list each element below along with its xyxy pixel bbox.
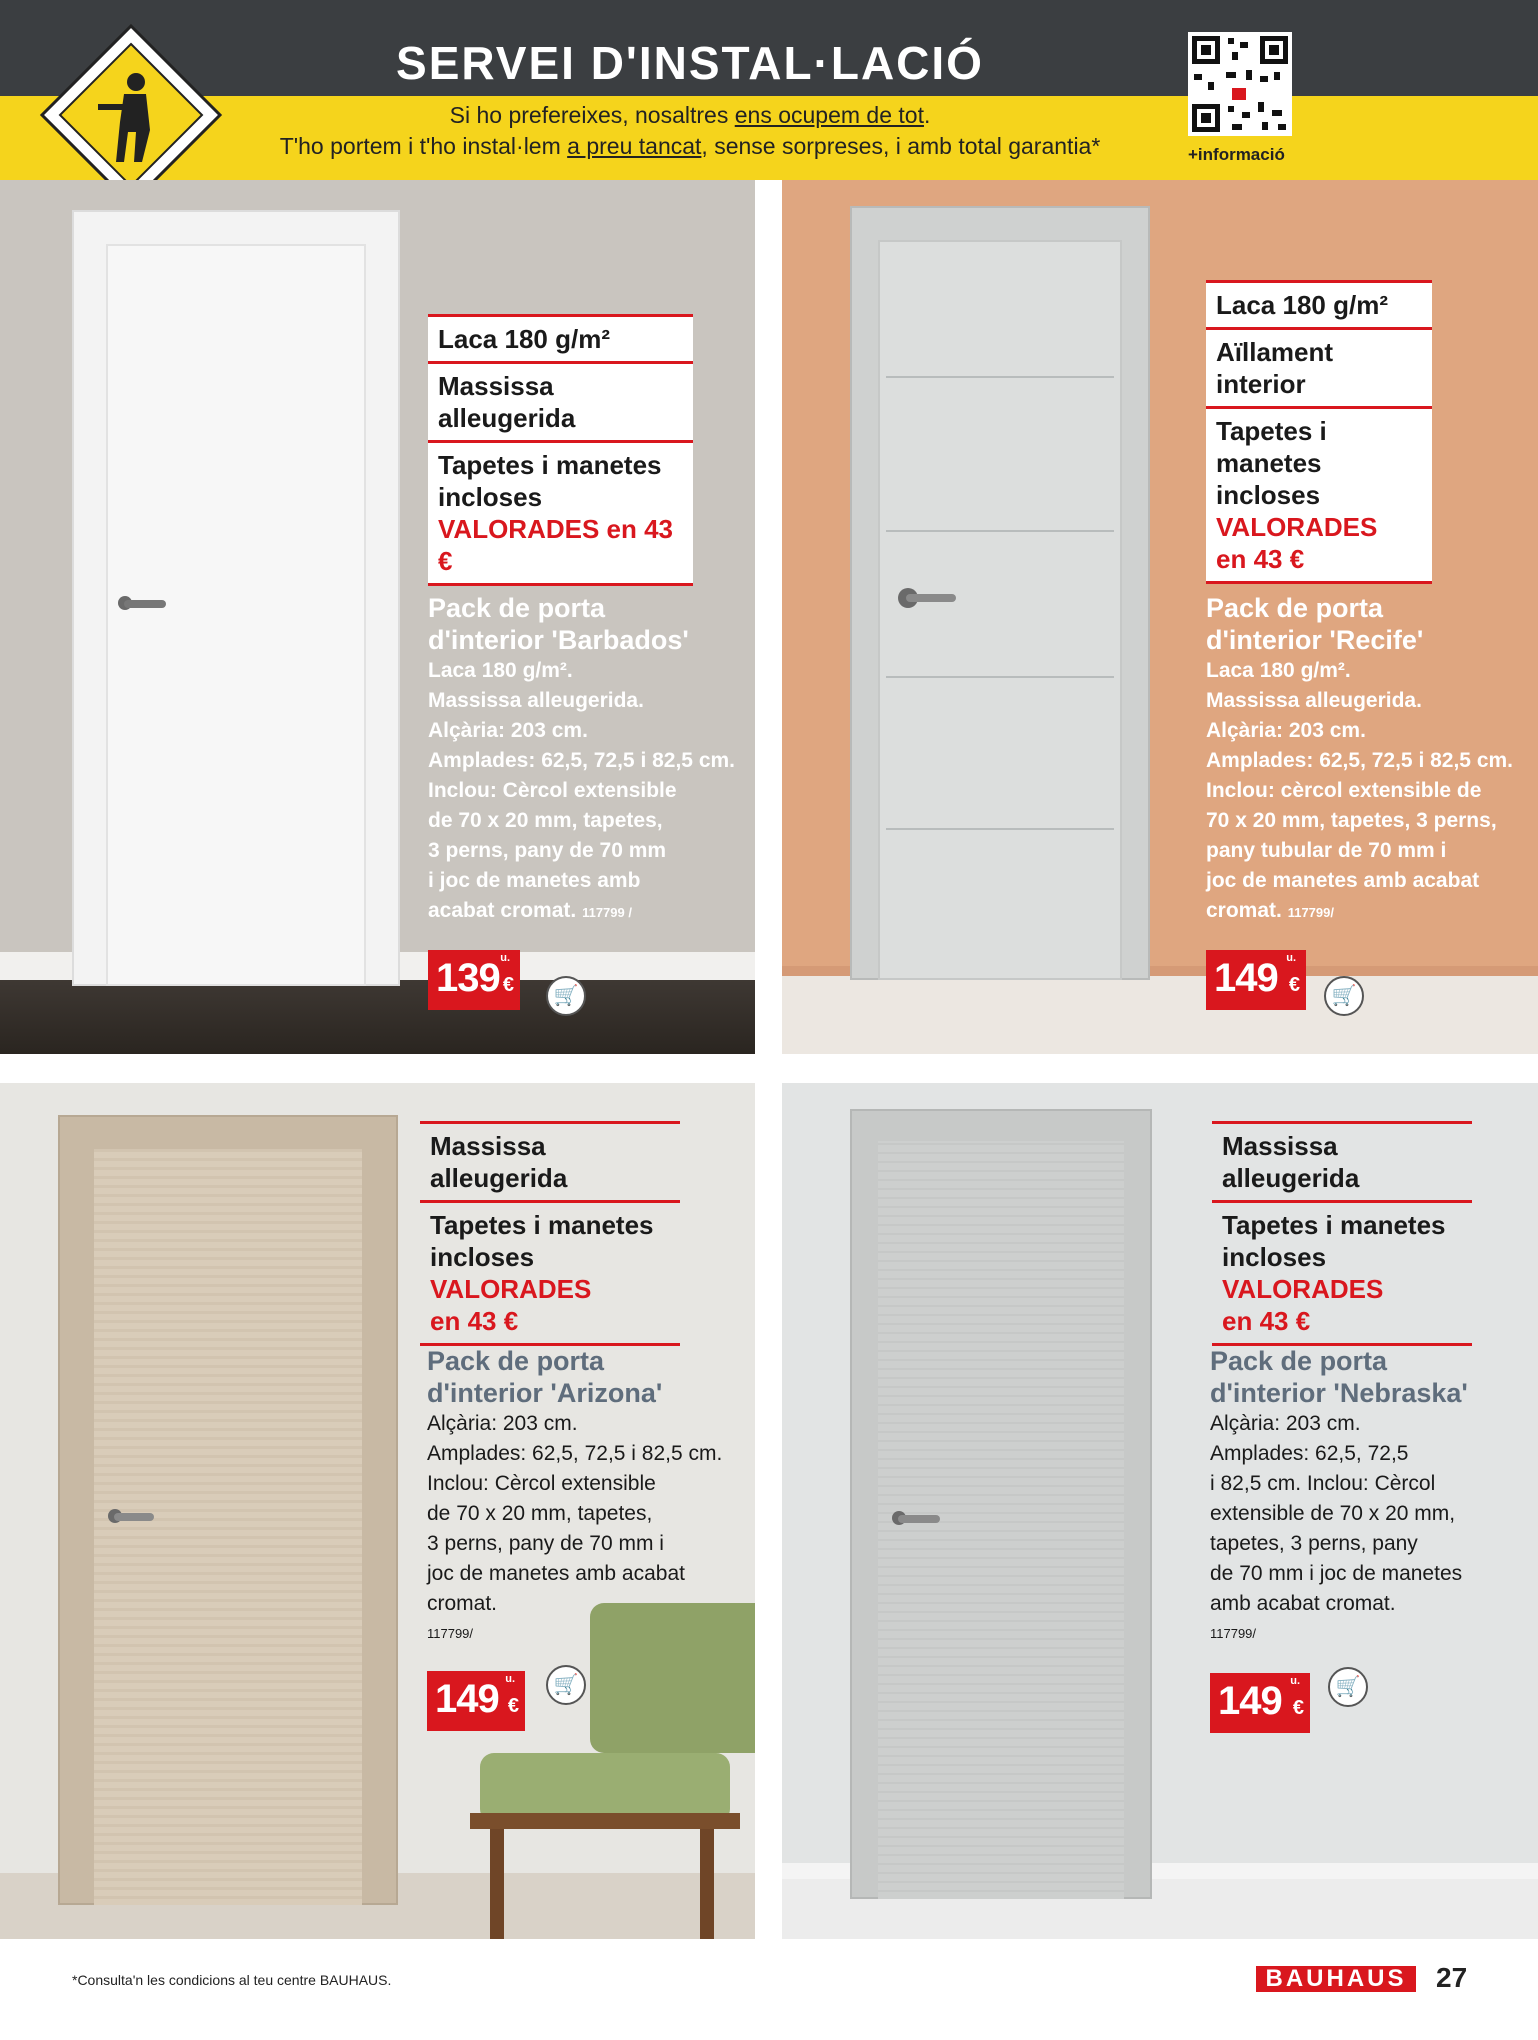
product-description: Alçària: 203 cm. Amplades: 62,5, 72,5 i 82,5 cm. Inclou: Cèrcol extensible de 70 x 20 mm, tapetes, 3 perns, pany de 70 mm i joc de manetes amb acabat cromat. 117799/ [1210, 1409, 1530, 1649]
feature-item: Aïllament interior [1206, 327, 1432, 406]
price-tag: 149 u. € [1206, 950, 1306, 1010]
feature-box [1212, 1121, 1472, 1346]
door-handle [898, 1515, 940, 1523]
price-tag: 149 u. € [427, 1671, 525, 1731]
door-groove [886, 676, 1114, 678]
door-leaf [94, 1149, 362, 1905]
product-title: Pack de porta d'interior 'Barbados' [428, 593, 689, 655]
product-title: Pack de porta d'interior 'Arizona' [427, 1346, 663, 1408]
product-title: Pack de porta d'interior 'Recife' [1206, 593, 1424, 655]
price-tag: 149 u. € [1210, 1673, 1310, 1733]
armchair [470, 1603, 755, 1939]
product-code: 117799/ [427, 1626, 474, 1641]
feature-item: Massissa alleugerida [420, 1121, 680, 1200]
header-banner [0, 0, 1538, 180]
product-code: 117799/ [1287, 905, 1334, 920]
valued-label: VALORADES [1216, 512, 1378, 542]
feature-item: Tapetes i manetes incloses VALORADES en 43 € [420, 1200, 680, 1346]
shopping-cart-icon[interactable]: 🛒 [546, 1665, 586, 1705]
product-description: Alçària: 203 cm. Amplades: 62,5, 72,5 i 82,5 cm. Inclou: Cèrcol extensible de 70 x 20 mm, tapetes, 3 perns, pany de 70 mm i joc de manetes amb acabat cromat. 117799/ [427, 1409, 747, 1649]
valued-label: VALORADES [1222, 1274, 1384, 1304]
door-handle [124, 600, 166, 608]
door-handle [906, 594, 956, 602]
product-code: 117799/ [1210, 1626, 1257, 1641]
product-panel-barbados [0, 180, 755, 1054]
header-subtitle-line1: Si ho prefereixes, nosaltres ens ocupem de tot. [449, 102, 931, 128]
door-leaf [106, 244, 366, 986]
product-description: Laca 180 g/m². Massissa alleugerida. Alçària: 203 cm. Amplades: 62,5, 72,5 i 82,5 cm. Inclou: cèrcol extensible de 70 x 20 mm, tapetes, 3 perns, pany tubular de 70 mm i joc de manetes amb acabat cromat. 117799/ [1206, 659, 1514, 922]
wood-floor [0, 980, 755, 1054]
chair-leg [490, 1829, 504, 1939]
valued-price: en 43 € [1216, 544, 1305, 574]
bauhaus-logo: BAUHAUS [1254, 1964, 1418, 1994]
valued-label: VALORADES en 43 € [438, 514, 674, 576]
feature-box [1206, 280, 1432, 584]
qr-code-pattern [1188, 32, 1292, 136]
product-panel-nebraska [782, 1083, 1538, 1939]
door-groove [886, 828, 1114, 830]
door-groove [886, 530, 1114, 532]
feature-item: Tapetes i manetes incloses VALORADES en 43 € [1206, 406, 1432, 584]
door-groove [886, 376, 1114, 378]
footnote: *Consulta'n les condicions al teu centre BAUHAUS. [72, 1972, 392, 1988]
shopping-cart-icon[interactable]: 🛒 [546, 976, 586, 1016]
chair-arm [470, 1813, 740, 1829]
product-panel-arizona [0, 1083, 755, 1939]
page-number: 27 [1436, 1962, 1468, 1993]
product-code: 117799 / [582, 905, 632, 920]
feature-item: Laca 180 g/m² [1206, 280, 1432, 327]
feature-item: Massissa alleugerida [428, 361, 693, 440]
page-title: SERVEI D'INSTAL·LACIÓ [396, 37, 984, 89]
door-handle [114, 1513, 154, 1521]
valued-label: VALORADES [430, 1274, 592, 1304]
shopping-cart-icon[interactable]: 🛒 [1324, 976, 1364, 1016]
valued-price: en 43 € [1222, 1306, 1311, 1336]
feature-item: Massissa alleugerida [1212, 1121, 1472, 1200]
price-tag: 139 u. € [428, 950, 520, 1010]
feature-item: Tapetes i manetes incloses VALORADES en 43 € [1212, 1200, 1472, 1346]
qr-more-info-label: +informació [1188, 145, 1285, 164]
header-subtitle-line2: T'ho portem i t'ho instal·lem a preu tancat, sense sorpreses, i amb total garantia* [279, 133, 1101, 159]
feature-box [428, 314, 693, 586]
feature-box [420, 1121, 680, 1346]
floor [782, 976, 1538, 1054]
qr-code[interactable] [1188, 32, 1292, 136]
valued-price: en 43 € [430, 1306, 519, 1336]
door-leaf [878, 240, 1122, 980]
feature-item: Tapetes i manetes incloses VALORADES en 43 € [428, 440, 693, 586]
shopping-cart-icon[interactable]: 🛒 [1328, 1667, 1368, 1707]
feature-item: Laca 180 g/m² [428, 314, 693, 361]
chair-leg [700, 1829, 714, 1939]
product-title: Pack de porta d'interior 'Nebraska' [1210, 1346, 1468, 1408]
product-panel-recife [782, 180, 1538, 1054]
product-description: Laca 180 g/m². Massissa alleugerida. Alçària: 203 cm. Amplades: 62,5, 72,5 i 82,5 cm. Inclou: Cèrcol extensible de 70 x 20 mm, tapetes, 3 perns, pany de 70 mm i joc de manetes amb acabat cromat. 117799 / [428, 659, 736, 922]
